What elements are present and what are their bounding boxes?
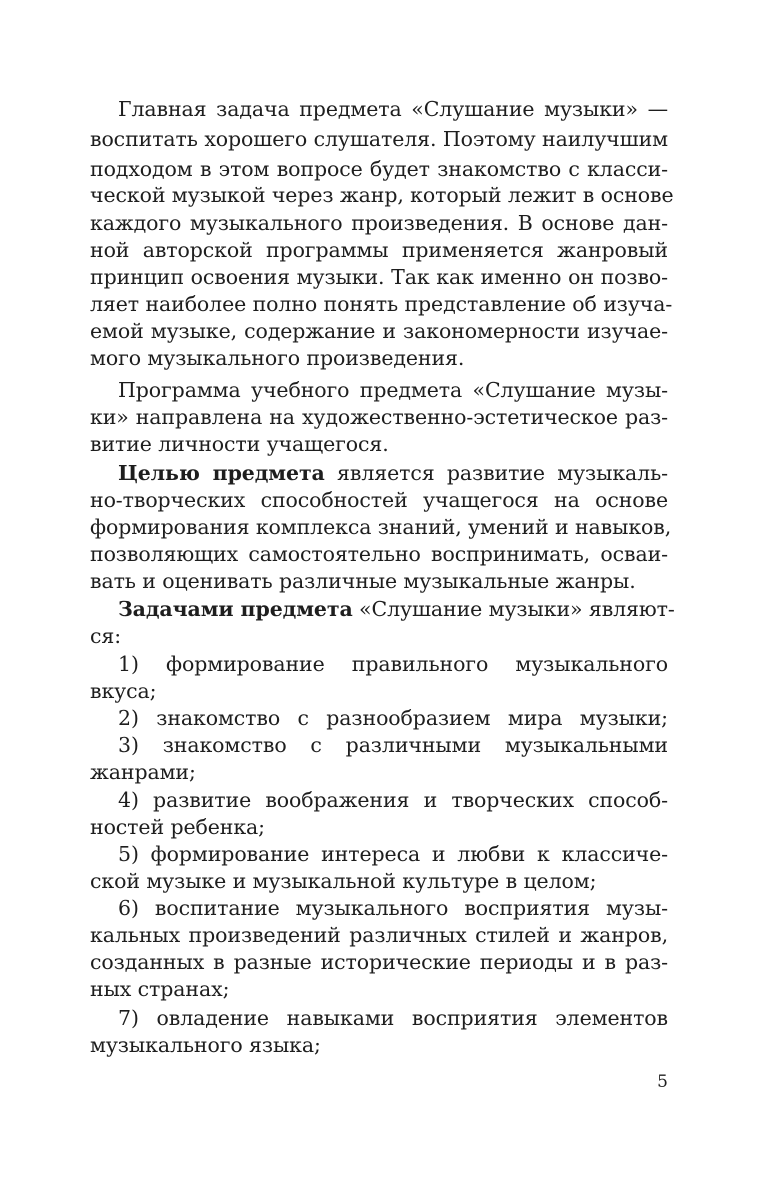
text-line: ки» направлена на художественно-эстетическое раз- bbox=[90, 405, 668, 429]
bold-term: Целью предмета bbox=[118, 461, 325, 485]
lead-text: является развитие музыкаль- bbox=[324, 461, 668, 485]
text-line: мого музыкального произведения. bbox=[90, 346, 465, 370]
text-line: Программа учебного предмета «Слушание музы- bbox=[118, 378, 668, 402]
text-line: ной авторской программы применяется жанровый bbox=[90, 238, 668, 262]
list-item-line: вкуса; bbox=[90, 679, 157, 703]
list-item-line: кальных произведений различных стилей и жанров, bbox=[90, 923, 668, 947]
lead-text: «Слушание музыки» являют- bbox=[352, 597, 675, 621]
list-item-line: 2) знакомство с разнообразием мира музыки; bbox=[118, 706, 668, 730]
text-line-lead bbox=[118, 460, 668, 486]
list-item-line: музыкального языка; bbox=[90, 1033, 321, 1057]
text-line: воспитать хорошего слушателя. Поэтому наилучшим bbox=[90, 127, 668, 151]
list-item-line: ностей ребенка; bbox=[90, 815, 265, 839]
text-line: каждого музыкального произведения. В основе дан- bbox=[90, 211, 668, 235]
list-item-line: 3) знакомство с различными музыкальными bbox=[118, 733, 668, 757]
list-item-line: ской музыке и музыкальной культуре в целом; bbox=[90, 869, 597, 893]
list-item-line: 7) овладение навыками восприятия элементов bbox=[118, 1006, 668, 1030]
page-number: 5 bbox=[657, 1072, 668, 1092]
text-line: ся: bbox=[90, 624, 122, 648]
list-item-line: ных странах; bbox=[90, 977, 230, 1001]
list-item-line: 6) воспитание музыкального восприятия музы- bbox=[118, 896, 668, 920]
text-line: ческой музыкой через жанр, который лежит в основе bbox=[90, 183, 674, 207]
list-item-line: созданных в разные исторические периоды и в раз- bbox=[90, 950, 668, 974]
text-line: Главная задача предмета «Слушание музыки» — bbox=[118, 97, 668, 121]
list-item-line: 1) формирование правильного музыкального bbox=[118, 652, 668, 676]
bold-term: Задачами предмета bbox=[118, 597, 353, 621]
text-line: ляет наиболее полно понять представление об изуча- bbox=[90, 292, 673, 316]
text-line: подходом в этом вопросе будет знакомство с класси- bbox=[90, 157, 668, 181]
text-line: но-творческих способностей учащегося на основе bbox=[90, 488, 668, 512]
text-line: формирования комплекса знаний, умений и навыков, bbox=[90, 515, 672, 539]
text-line: вать и оценивать различные музыкальные жанры. bbox=[90, 569, 636, 593]
text-line: принцип освоения музыки. Так как именно он позво- bbox=[90, 265, 668, 289]
list-item-line: жанрами; bbox=[90, 760, 196, 784]
text-line: позволяющих самостоятельно воспринимать, осваи- bbox=[90, 542, 668, 566]
list-item-line: 4) развитие воображения и творческих способ- bbox=[118, 788, 668, 812]
text-line: емой музыке, содержание и закономерности изучае- bbox=[90, 319, 668, 343]
text-line: витие личности учащегося. bbox=[90, 432, 389, 456]
list-item-line: 5) формирование интереса и любви к классиче- bbox=[118, 842, 668, 866]
text-line-lead bbox=[118, 596, 675, 622]
